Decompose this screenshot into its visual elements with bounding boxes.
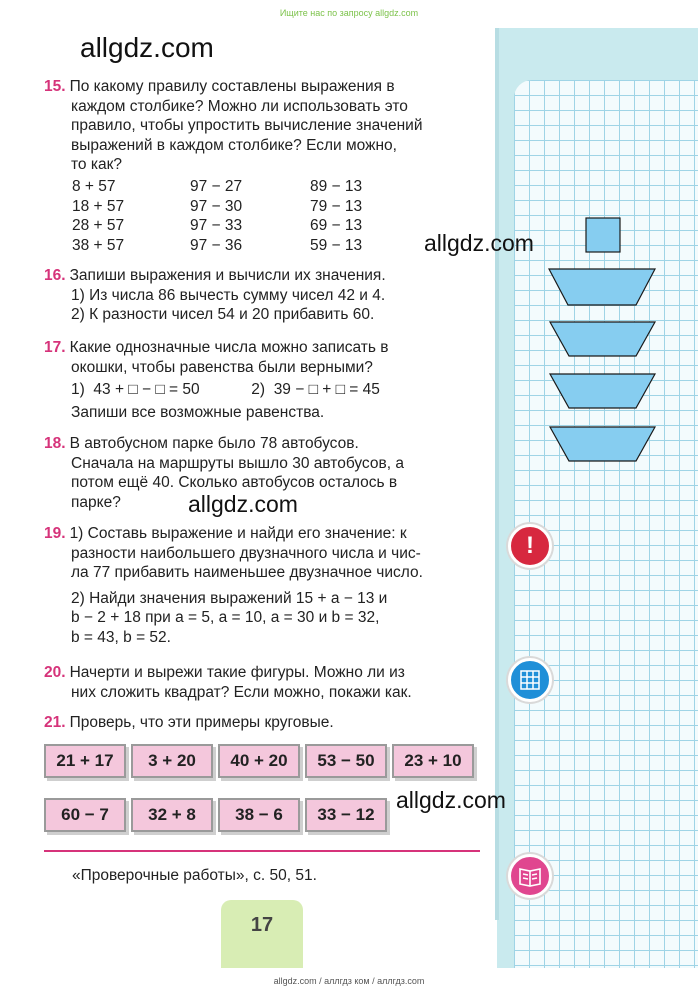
task-text: Начерти и вырежи такие фигуры. Можно ли из bbox=[69, 664, 405, 681]
task-text: Запиши все возможные равенства. bbox=[71, 403, 325, 421]
task-text: В автобусном парке было 78 автобусов. bbox=[69, 435, 359, 452]
example-card: 3 + 20 bbox=[131, 744, 213, 778]
task-21 bbox=[44, 713, 480, 733]
task-16 bbox=[44, 266, 480, 325]
task-text: каждом столбике? Можно ли использовать это bbox=[71, 97, 408, 115]
bottom-note: allgdz.com / аллгдз ком / аллгдз.com bbox=[273, 976, 425, 986]
expression: 79 − 13 bbox=[310, 197, 363, 215]
task-text: правило, чтобы упростить вычисление значений bbox=[71, 117, 423, 134]
watermark: allgdz.com bbox=[188, 491, 298, 517]
example-card: 53 − 50 bbox=[305, 744, 387, 778]
expression-column bbox=[72, 177, 124, 255]
example-card: 40 + 20 bbox=[218, 744, 300, 778]
expression: 97 − 33 bbox=[190, 217, 243, 234]
trapezoid-shape bbox=[550, 322, 655, 356]
watermark: allgdz.com bbox=[80, 32, 214, 63]
trapezoid-shape bbox=[550, 374, 655, 408]
expression: 8 + 57 bbox=[72, 178, 116, 195]
shapes-figure bbox=[514, 80, 698, 480]
task-text: выражений в каждом столбике? Если можно, bbox=[71, 136, 397, 154]
trapezoid-shape bbox=[550, 427, 655, 461]
expression: 28 + 57 bbox=[72, 217, 125, 234]
task-text: разности наибольшего двузначного числа и чис- bbox=[71, 544, 421, 562]
task-text: b = 43, b = 52. bbox=[71, 628, 171, 646]
task-text: то как? bbox=[71, 156, 122, 173]
page-number: 17 bbox=[250, 914, 274, 936]
expression-column bbox=[310, 177, 362, 255]
expression-column bbox=[190, 177, 242, 255]
task-number: 21. bbox=[44, 714, 66, 731]
task-text: b − 2 + 18 при a = 5, a = 10, a = 30 и b = 32, bbox=[71, 609, 380, 626]
task-text: Какие однозначные числа можно записать в bbox=[69, 339, 389, 356]
example-card: 38 − 6 bbox=[218, 798, 300, 832]
equation: 1) 43 + □ − □ = 50 bbox=[71, 381, 200, 398]
expression: 69 − 13 bbox=[310, 217, 363, 234]
task-text: 1) Составь выражение и найди его значение: к bbox=[69, 525, 407, 542]
watermark: allgdz.com bbox=[396, 787, 506, 813]
expression: 38 + 57 bbox=[72, 236, 125, 254]
header-note: Ищите нас по запросу allgdz.com bbox=[279, 8, 419, 18]
expression: 97 − 27 bbox=[190, 178, 243, 195]
expression: 97 − 36 bbox=[190, 236, 243, 254]
example-card: 21 + 17 bbox=[44, 744, 126, 778]
task-text: парке? bbox=[71, 493, 121, 511]
warning-icon: ! bbox=[508, 524, 552, 568]
expression: 97 − 30 bbox=[190, 197, 243, 215]
watermark: allgdz.com bbox=[424, 230, 534, 256]
task-20 bbox=[44, 663, 480, 702]
task-text: 2) К разности чисел 54 и 20 прибавить 60. bbox=[71, 306, 375, 323]
task-17 bbox=[44, 338, 480, 422]
task-number: 18. bbox=[44, 435, 66, 452]
task-text: потом ещё 40. Сколько автобусов осталось в bbox=[71, 474, 398, 491]
equation: 2) 39 − □ + □ = 45 bbox=[251, 381, 380, 398]
example-card: 32 + 8 bbox=[131, 798, 213, 832]
task-text: 2) Найди значения выражений 15 + a − 13 и bbox=[71, 589, 388, 607]
example-card: 60 − 7 bbox=[44, 798, 126, 832]
expression: 18 + 57 bbox=[72, 197, 125, 215]
example-card: 23 + 10 bbox=[392, 744, 474, 778]
divider bbox=[44, 850, 480, 852]
book-icon bbox=[508, 854, 552, 898]
grid-paper bbox=[514, 80, 698, 968]
expression: 59 − 13 bbox=[310, 236, 363, 254]
task-number: 17. bbox=[44, 339, 66, 356]
expression: 89 − 13 bbox=[310, 178, 363, 195]
task-text: ла 77 прибавить наименьшее двузначное число. bbox=[71, 564, 423, 581]
task-18 bbox=[44, 434, 480, 512]
task-number: 20. bbox=[44, 664, 66, 681]
task-15 bbox=[44, 77, 480, 175]
task-text: окошки, чтобы равенства были верными? bbox=[71, 358, 373, 376]
trapezoid-shape bbox=[549, 269, 655, 305]
task-text: 1) Из числа 86 вычесть сумму чисел 42 и 4. bbox=[71, 286, 386, 304]
square-shape bbox=[586, 218, 620, 252]
workbook-reference: «Проверочные работы», с. 50, 51. bbox=[72, 867, 317, 884]
task-number: 16. bbox=[44, 267, 66, 284]
example-card: 33 − 12 bbox=[305, 798, 387, 832]
task-text: них сложить квадрат? Если можно, покажи как. bbox=[71, 683, 412, 701]
task-text: По какому правилу составлены выражения в bbox=[69, 78, 395, 95]
task-number: 19. bbox=[44, 525, 66, 542]
grid-icon bbox=[508, 658, 552, 702]
task-text: Запиши выражения и вычисли их значения. bbox=[69, 267, 386, 284]
task-text: Сначала на маршруты вышло 30 автобусов, а bbox=[71, 454, 404, 472]
task-19 bbox=[44, 524, 480, 647]
task-text: Проверь, что эти примеры круговые. bbox=[69, 714, 334, 731]
task-number: 15. bbox=[44, 78, 66, 95]
